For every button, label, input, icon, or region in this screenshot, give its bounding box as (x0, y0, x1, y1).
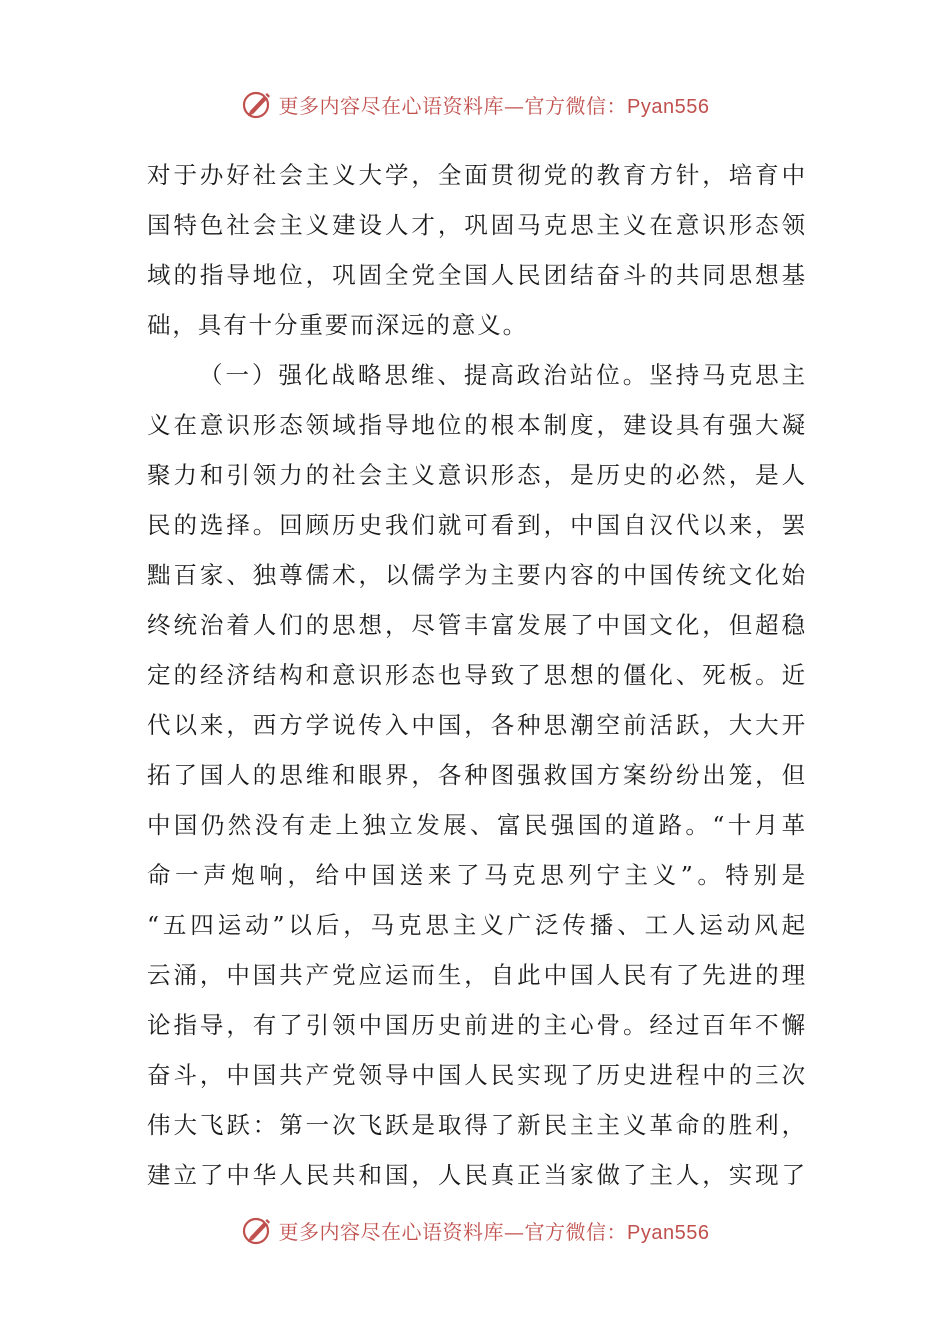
text-line: 聚力和引领力的社会主义意识形态，是历史的必然，是人 (147, 461, 807, 489)
text-line: 拓了国人的思维和眼界，各种图强救国方案纷纷出笼，但 (147, 761, 807, 789)
text-line: 域的指导地位，巩固全党全国人民团结奋斗的共同思想基 (147, 261, 807, 289)
pen-logo-icon (241, 87, 275, 121)
text-line: （一）强化战略思维、提高政治站位。坚持马克思主 (199, 361, 807, 389)
watermark-handle: Pyan556 (627, 1221, 710, 1244)
text-line: 云涌，中国共产党应运而生，自此中国人民有了先进的理 (147, 961, 807, 989)
text-line: 国特色社会主义建设人才，巩固马克思主义在意识形态领 (147, 211, 807, 239)
text-line: 伟大飞跃：第一次飞跃是取得了新民主主义革命的胜利， (147, 1111, 807, 1139)
text-line: 命一声炮响，给中国送来了马克思列宁主义”。特别是 (147, 861, 807, 889)
watermark-text: 更多内容尽在心语资料库—官方微信： (278, 1219, 628, 1244)
text-line: 代以来，西方学说传入中国，各种思潮空前活跃，大大开 (147, 711, 807, 739)
header-watermark (0, 84, 950, 124)
pen-logo-icon (241, 1213, 275, 1247)
watermark-handle: Pyan556 (627, 95, 710, 118)
footer-watermark (0, 1210, 950, 1250)
text-line: 论指导，有了引领中国历史前进的主心骨。经过百年不懈 (147, 1011, 807, 1039)
text-line: 建立了中华人民共和国，人民真正当家做了主人，实现了 (147, 1161, 807, 1189)
text-line: 定的经济结构和意识形态也导致了思想的僵化、死板。近 (147, 661, 807, 689)
paragraph-2 (147, 350, 807, 1200)
document-body (147, 150, 807, 1200)
text-line: 对于办好社会主义大学，全面贯彻党的教育方针，培育中 (147, 161, 807, 189)
text-line: 础，具有十分重要而深远的意义。 (147, 311, 528, 339)
text-line: 黜百家、独尊儒术，以儒学为主要内容的中国传统文化始 (147, 561, 807, 589)
text-line: 中国仍然没有走上独立发展、富民强国的道路。“十月革 (147, 811, 807, 839)
text-line: 民的选择。回顾历史我们就可看到，中国自汉代以来，罢 (147, 511, 807, 539)
text-line: “五四运动”以后，马克思主义广泛传播、工人运动风起 (147, 911, 807, 939)
text-line: 奋斗，中国共产党领导中国人民实现了历史进程中的三次 (147, 1061, 807, 1089)
text-line: 终统治着人们的思想，尽管丰富发展了中国文化，但超稳 (147, 611, 807, 639)
paragraph-1 (147, 150, 807, 350)
watermark-text: 更多内容尽在心语资料库—官方微信： (278, 93, 628, 118)
text-line: 义在意识形态领域指导地位的根本制度，建设具有强大凝 (147, 411, 807, 439)
